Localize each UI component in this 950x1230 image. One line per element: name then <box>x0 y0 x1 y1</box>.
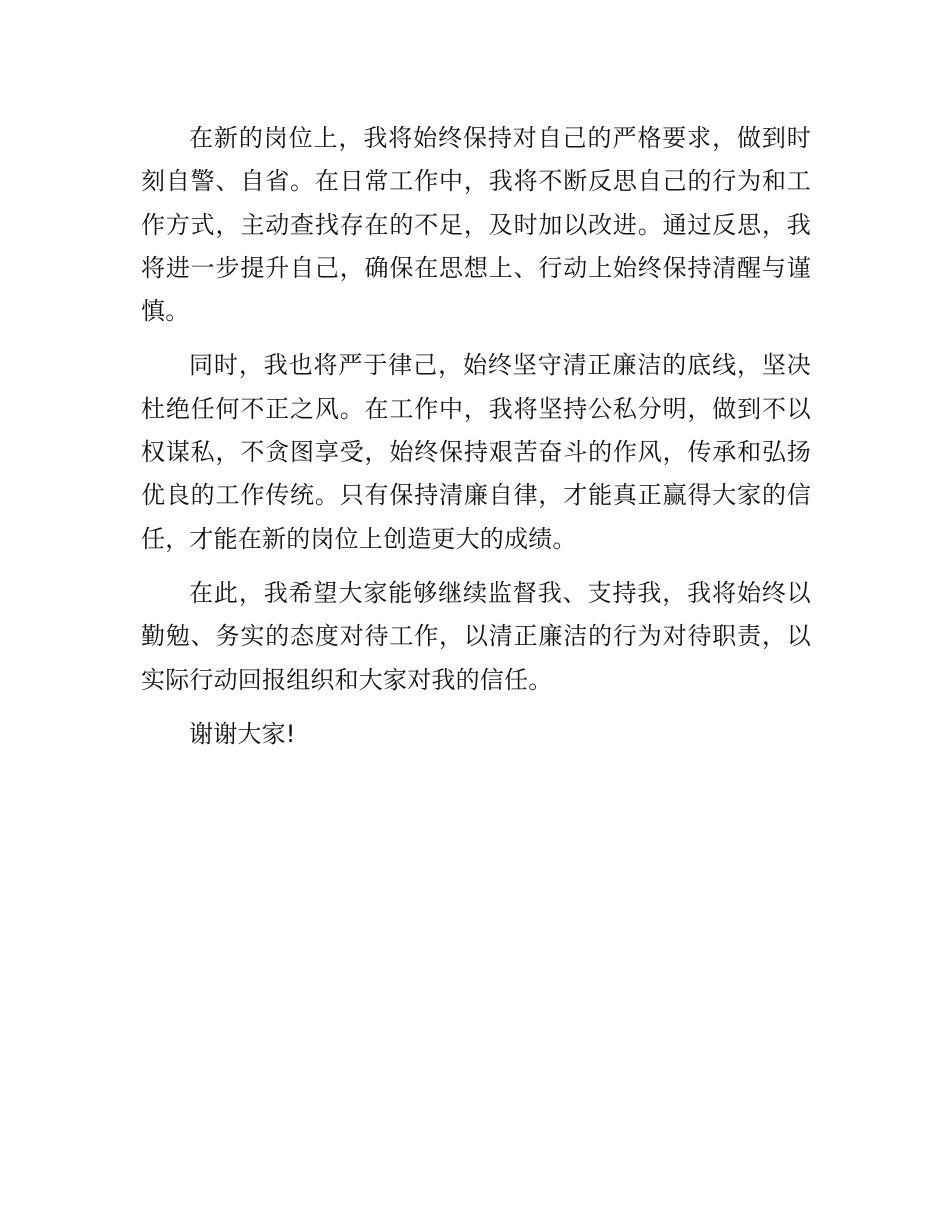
paragraph-self-discipline: 在新的岗位上，我将始终保持对自己的严格要求，做到时刻自警、自省。在日常工作中，我将不断反思自己的行为和工作方式，主动查找存在的不足，及时加以改进。通过反思，我将进一步提升自己，确保在思想上、行动上始终保持清醒与谨慎。 <box>141 124 811 326</box>
paragraph-request-supervision: 在此，我希望大家能够继续监督我、支持我，我将始终以勤勉、务实的态度对待工作，以清正廉洁的行为对待职责，以实际行动回报组织和大家对我的信任。 <box>141 578 811 694</box>
paragraph-integrity: 同时，我也将严于律己，始终坚守清正廉洁的底线，坚决杜绝任何不正之风。在工作中，我将坚持公私分明，做到不以权谋私，不贪图享受，始终保持艰苦奋斗的作风，传承和弘扬优良的工作传统。只有保持清廉自律，才能真正赢得大家的信任，才能在新的岗位上创造更大的成绩。 <box>141 351 811 553</box>
document-body <box>141 117 811 767</box>
paragraph-thanks: 谢谢大家! <box>189 719 296 748</box>
